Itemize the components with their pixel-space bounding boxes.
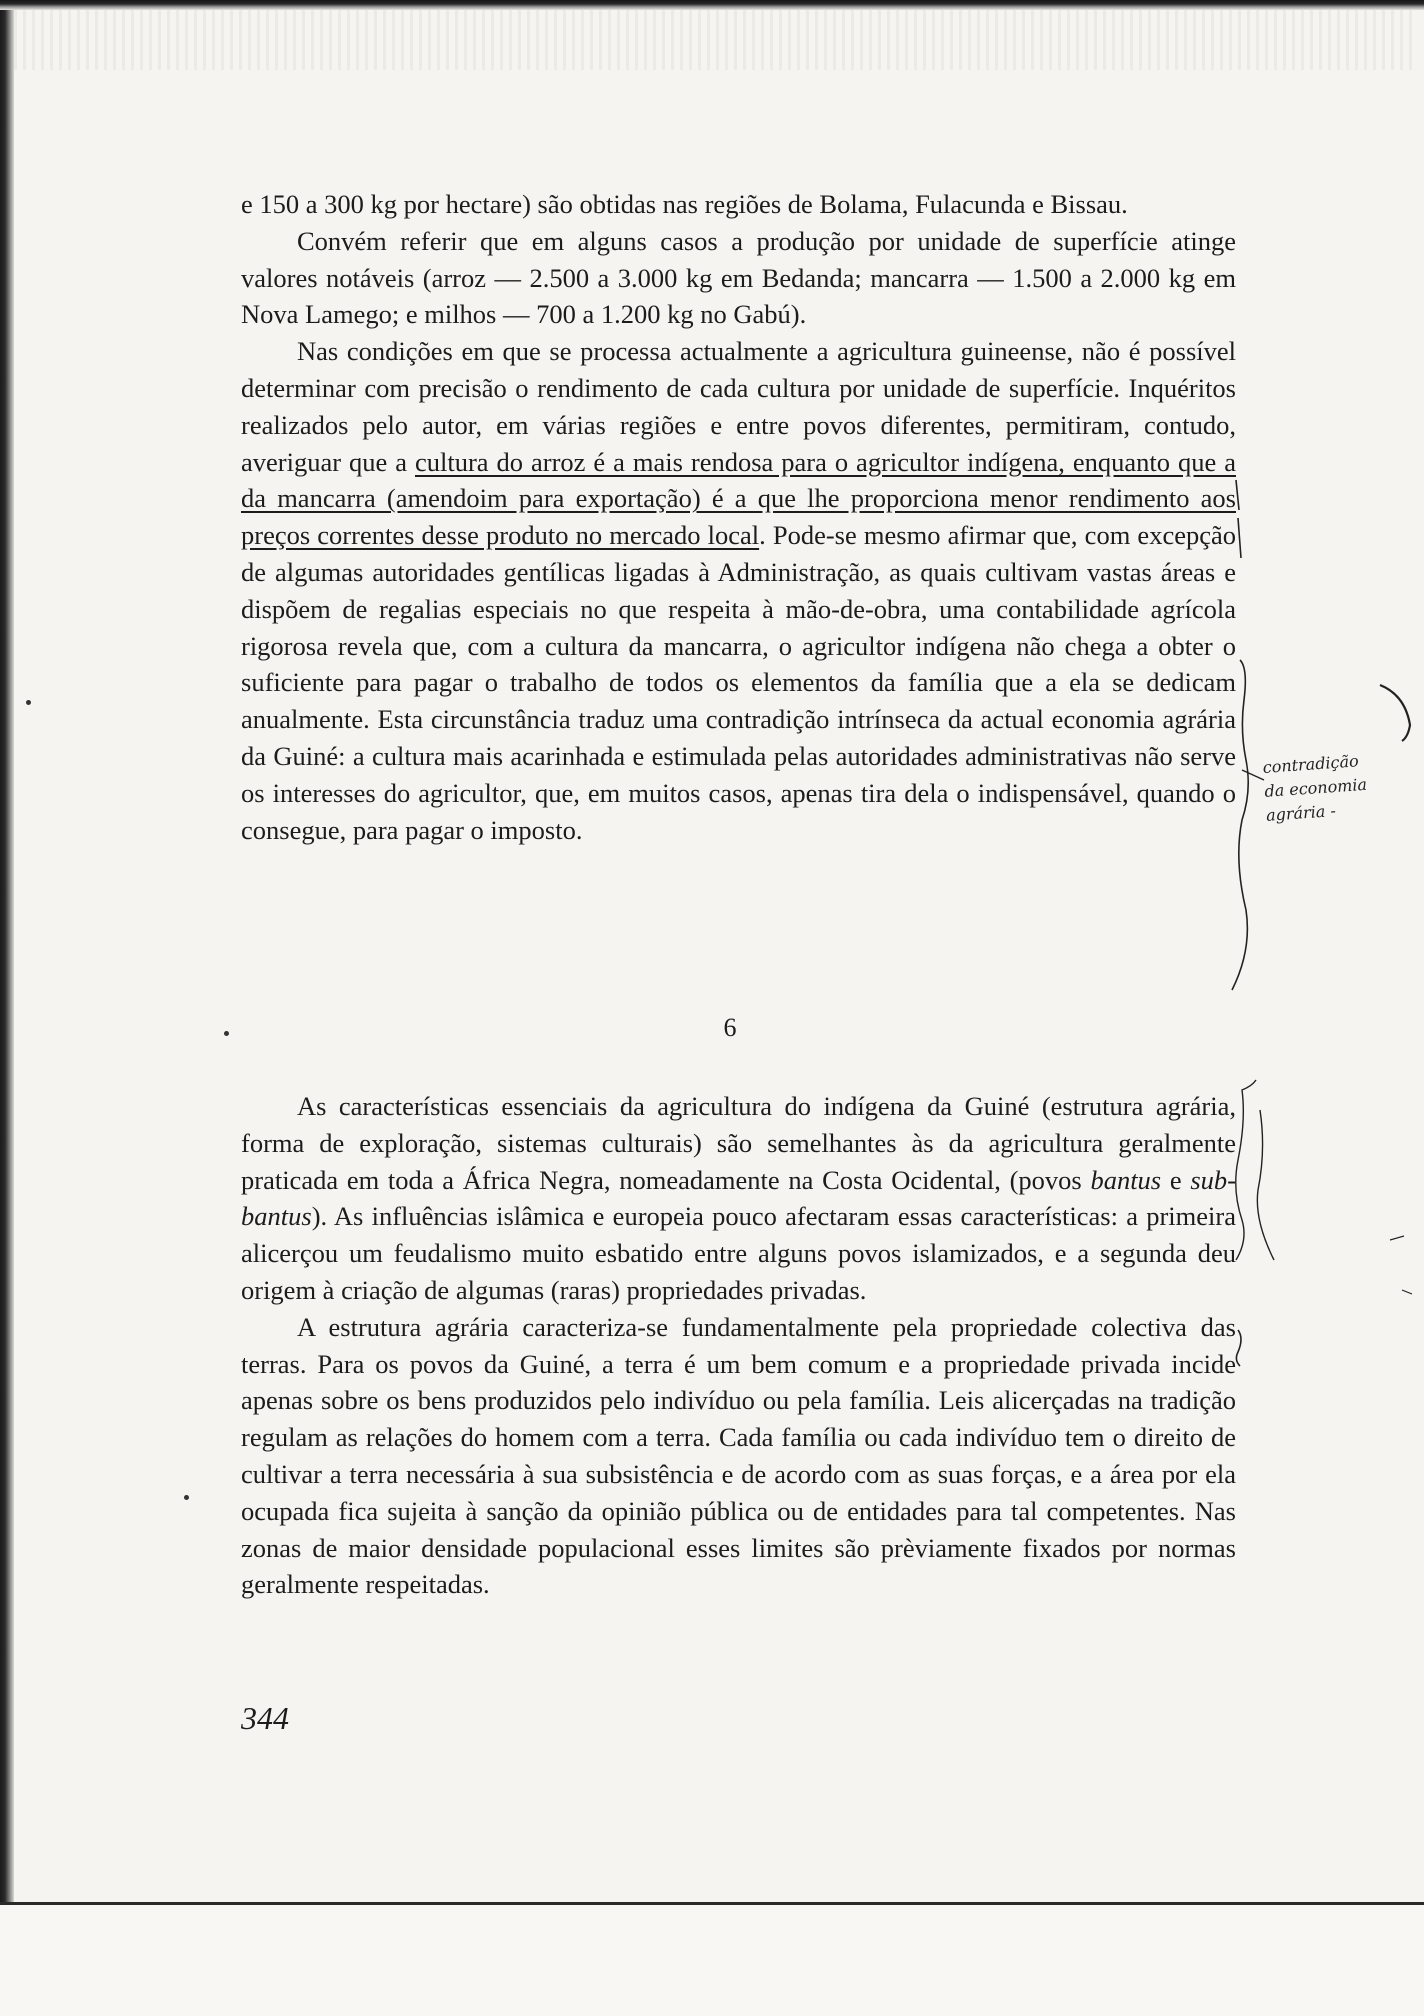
scan-dot: [26, 700, 31, 705]
underlined-passage: cultura do arroz é a mais rendosa para o agricultor indígena, enquanto que a da mancarra (amendoim para exportação) é a que lhe proporciona menor rendimento aos preços correntes desse produto no mercado local: [241, 446, 1236, 551]
paragraph-conditions-end: . Pode-se mesmo afirmar que, com excepção de algumas autoridades gentílicas ligadas à Administração, as quais cultivam vastas áreas e dispõem de regalias especiais no que respeita à mão-de-obra, uma contabilidade agrícola rigorosa revela que, com a cultura da mancarra, o agricultor indígena não chega a obter o suficiente para pagar o trabalho de todos os elementos da família que a ela se dedicam anualmente. Esta circunstância traduz uma contradição intrínseca da actual economia agrária da Guiné: a cultura mais acarinhada e estimulada pelas autoridades administrativas não serve os interesses do agricultor, que, em muitos casos, apenas tira dela o indispensável, quando o consegue, para pagar o imposto.: [241, 520, 1236, 845]
paragraph-characteristics: [241, 1088, 1236, 1309]
text-block-bottom: [241, 1088, 1236, 1603]
text-block-top: [241, 186, 1236, 848]
handwritten-margin-note: [1262, 746, 1417, 828]
paragraph-conditions: [241, 333, 1236, 848]
margin-note-line-3: agrária -: [1265, 801, 1337, 825]
scan-margin-bottom: [0, 1905, 1424, 2016]
margin-note-line-2: da economia: [1263, 774, 1368, 801]
margin-note-line-1: contradição: [1262, 751, 1360, 777]
section-number: 6: [723, 1013, 737, 1042]
scan-edge-left: [0, 0, 14, 2016]
paragraph-yields: Convém referir que em alguns casos a produção por unidade de superfície atinge valores notáveis (arroz — 2.500 a 3.000 kg em Bedanda; mancarra — 1.500 a 2.000 kg em Nova Lamego; e milhos — 700 a 1.200 kg no Gabú).: [241, 225, 1236, 330]
paragraph-agrarian-structure: A estrutura agrária caracteriza-se fundamentalmente pela propriedade colectiva das terras. Para os povos da Guiné, a terra é um bem comum e a propriedade privada incide apenas sobre os bens produzidos pelo indivíduo ou pela família. Leis alicerçadas na tradição regulam as relações do homem com a terra. Cada família ou cada indivíduo tem o direito de cultivar a terra necessária à sua subsistência e de acordo com as suas forças, e a área por ela ocupada fica sujeita à sanção da opinião pública ou de entidades para tal competentes. Nas zonas de maior densidade populacional esses limites são prèviamente fixados por normas geralmente respeitadas.: [241, 1311, 1236, 1600]
handwritten-annotations: [1230, 470, 1420, 1390]
paragraph-characteristics-c: e: [1161, 1164, 1191, 1195]
scan-dot: [224, 1031, 229, 1036]
term-sub-bantus: sub-bantus: [241, 1164, 1236, 1232]
paragraph-characteristics-e: ). As influências islâmica e europeia pouco afectaram essas características: a primeira alicerçou um feudalismo muito esbatido entre alguns povos islamizados, e a segunda deu origem à criação de algumas (raras) propriedades privadas.: [241, 1201, 1236, 1305]
paragraph-conditions-start: Nas condições em que se processa actualmente a agricultura guineense, não é possível determinar com precisão o rendimento de cada cultura por unidade de superfície. Inquéritos realizados pelo autor, em várias regiões e entre povos diferentes, permitiram, contudo, averiguar que a: [241, 336, 1236, 477]
scan-dot: [184, 1495, 189, 1500]
paragraph-continuation: e 150 a 300 kg por hectare) são obtidas nas regiões de Bolama, Fulacunda e Bissau.: [241, 189, 1128, 219]
scan-edge-top: [0, 0, 1424, 10]
term-bantus: bantus: [1090, 1164, 1162, 1195]
page-number: 344: [241, 1700, 289, 1736]
paragraph-characteristics-a: As características essenciais da agricultura do indígena da Guiné (estrutura agrária, forma de exploração, sistemas culturais) são semelhantes às da agricultura geralmente praticada em toda a África Negra, nomeadamente na Costa Ocidental, (povos: [241, 1091, 1236, 1195]
scan-noise: [14, 10, 1414, 70]
